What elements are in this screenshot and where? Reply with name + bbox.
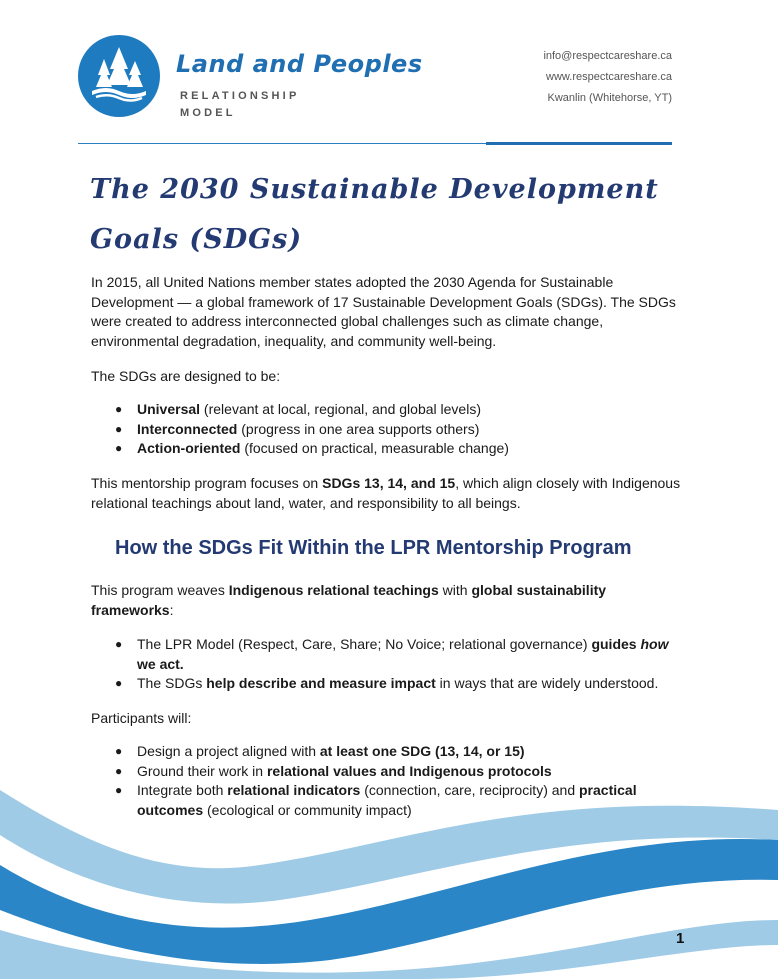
- weaves-paragraph: This program weaves Indigenous relational teachings with global sustainability frameworks:: [91, 582, 607, 618]
- land-and-peoples-logo: [78, 35, 160, 117]
- contact-email[interactable]: info@respectcareshare.ca: [543, 50, 672, 62]
- section-heading: How the SDGs Fit Within the LPR Mentorship Program: [115, 537, 632, 559]
- bullet-icon: ●: [115, 402, 123, 416]
- page-title: The 2030 Sustainable Development Goals (SDGs): [90, 174, 659, 255]
- list-item: ● The SDGs help describe and measure impact in ways that are widely understood.: [112, 674, 672, 694]
- bullet-icon: ●: [115, 763, 123, 778]
- list-item: ● Action-oriented (focused on practical, measurable change): [112, 439, 672, 459]
- list-item: ● Interconnected (progress in one area supports others): [112, 420, 672, 440]
- bullet-icon: ●: [115, 783, 123, 797]
- bullet-icon: ●: [115, 637, 123, 651]
- contact-location: Kwanlin (Whitehorse, YT): [547, 92, 672, 104]
- bullet-icon: ●: [115, 676, 123, 690]
- intro-paragraph: In 2015, all United Nations member states adopted the 2030 Agenda for Sustainable Development — a global framework of 17 Sustainable Development Goals (SDGs). The SDGs were created to address interconnected global challenges such as climate change, environmental degradation, inequality, and community well-being.: [91, 274, 676, 349]
- list-item: ● Ground their work in relational values and Indigenous protocols: [112, 762, 672, 782]
- bullet-icon: ●: [115, 744, 123, 758]
- header-divider-accent: [486, 142, 672, 145]
- list-item: ● The LPR Model (Respect, Care, Share; No Voice; relational governance) guides how we act.: [115, 636, 669, 672]
- brand-subtitle: RELATIONSHIP MODEL: [180, 90, 300, 119]
- focus-paragraph: This mentorship program focuses on SDGs 13, 14, and 15, which align closely with Indigenous relational teachings about land, water, and responsibility to all beings.: [91, 475, 681, 511]
- designed-intro: The SDGs are designed to be:: [91, 368, 281, 384]
- contact-block: [543, 46, 672, 109]
- list-item: ● Integrate both relational indicators (connection, care, reciprocity) and practical outcomes (ecological or community impact): [115, 782, 637, 818]
- design-list: [112, 400, 672, 459]
- brand-title: Land and Peoples: [176, 50, 423, 78]
- bullet-icon: ●: [115, 441, 123, 455]
- list-item: ● Universal (relevant at local, regional, and global levels): [112, 400, 672, 420]
- list-item: ● Design a project aligned with at least one SDG (13, 14, or 15): [112, 742, 672, 762]
- contact-website[interactable]: www.respectcareshare.ca: [546, 71, 672, 83]
- page-number: 1: [676, 930, 685, 947]
- bullet-icon: ●: [115, 421, 123, 436]
- model-list: [112, 635, 672, 694]
- wave-decoration: [0, 770, 778, 979]
- participants-intro: Participants will:: [91, 710, 192, 726]
